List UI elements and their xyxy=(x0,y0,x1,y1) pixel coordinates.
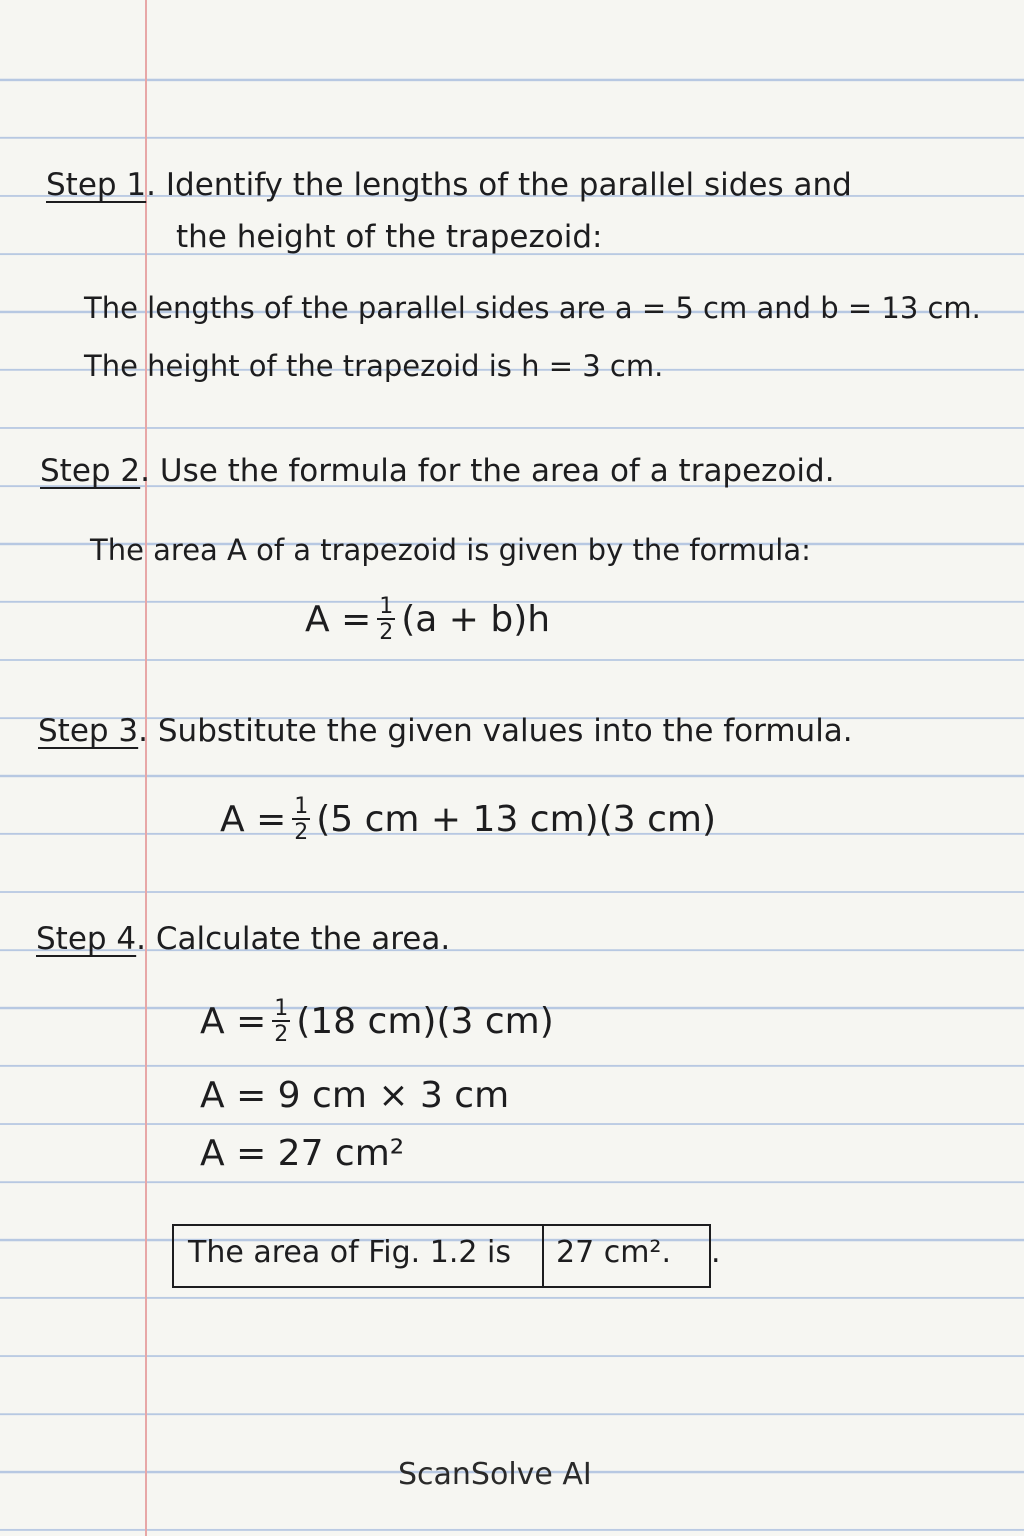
trapezoid-area-formula xyxy=(305,596,550,644)
calc-line-2: A = 9 cm × 3 cm xyxy=(200,1075,510,1116)
calc-line-3: A = 27 cm² xyxy=(200,1133,405,1174)
calc-line-1 xyxy=(200,998,554,1046)
fraction-numerator: 1 xyxy=(379,594,394,619)
step-2-heading-text: . Use the formula for the area of a trapezoid. xyxy=(140,453,835,489)
answer-value: 27 cm². xyxy=(556,1235,671,1270)
fraction-numerator: 1 xyxy=(294,794,309,819)
substituted-formula xyxy=(220,796,716,844)
step-2-formula-intro: The area A of a trapezoid is given by the formula: xyxy=(90,533,811,567)
fraction-numerator: 1 xyxy=(274,996,289,1021)
step-1-heading-text: . Identify the lengths of the parallel sides and xyxy=(146,167,852,203)
notebook-margin-line xyxy=(145,0,147,1536)
step-4-label: Step 4 xyxy=(36,921,137,957)
formula-lhs: A = xyxy=(220,799,287,840)
formula-lhs: A = xyxy=(305,599,372,640)
step-3-heading-text: . Substitute the given values into the formula. xyxy=(138,713,853,749)
fraction-denominator: 2 xyxy=(274,1022,289,1047)
step-1-heading xyxy=(46,167,852,203)
fraction-denominator: 2 xyxy=(294,820,309,845)
formula-rhs: (18 cm)(3 cm) xyxy=(296,1001,554,1042)
step-1-line-height: The height of the trapezoid is h = 3 cm. xyxy=(84,349,664,383)
step-2-label: Step 2 xyxy=(40,453,141,489)
answer-prefix: The area of Fig. 1.2 is xyxy=(188,1235,511,1270)
step-4-heading xyxy=(36,921,451,957)
scansolve-watermark: ScanSolve AI xyxy=(398,1457,592,1492)
step-1-label: Step 1 xyxy=(46,167,147,203)
step-1-heading-continued: the height of the trapezoid: xyxy=(176,219,603,255)
step-3-label: Step 3 xyxy=(38,713,139,749)
one-half-fraction xyxy=(292,796,310,844)
step-1-line-parallel-sides: The lengths of the parallel sides are a = 5 cm and b = 13 cm. xyxy=(84,291,981,325)
one-half-fraction xyxy=(377,596,395,644)
step-2-heading xyxy=(40,453,835,489)
one-half-fraction xyxy=(272,998,290,1046)
fraction-denominator: 2 xyxy=(379,620,394,645)
step-4-heading-text: . Calculate the area. xyxy=(136,921,451,957)
formula-lhs: A = xyxy=(200,1001,267,1042)
step-3-heading xyxy=(38,713,853,749)
formula-rhs: (a + b)h xyxy=(401,599,551,640)
formula-rhs: (5 cm + 13 cm)(3 cm) xyxy=(316,799,716,840)
answer-trailing-period: . xyxy=(711,1235,721,1270)
